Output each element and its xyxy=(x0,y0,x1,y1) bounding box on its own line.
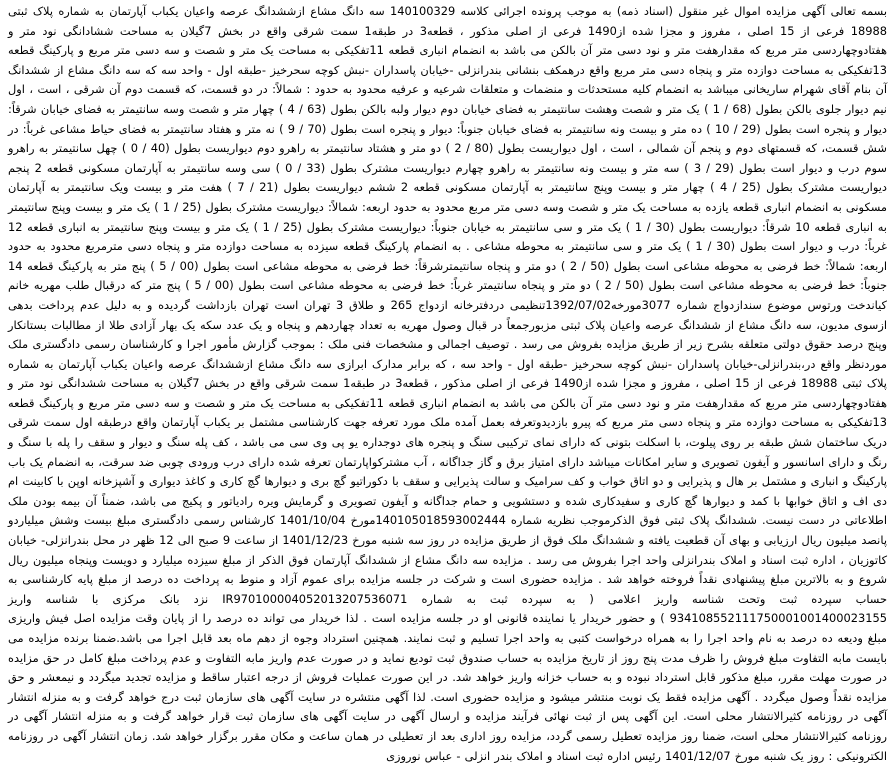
auction-notice-body: بسمه تعالی آگهی مزایده اموال غیر منقول (اسناد ذمه) به موجب پرونده اجرائی کلاسه 140100329 سه دانگ مشاع ازششدانگ عرصه واعیان یکباب آپارتمان به شماره پلاک ثبتی 18988 فرعی از 15 اصلی ، مفروز و مجزا شده از1490 فرعی از اصلی مذکور ، قطعه3 در طبقه1 سمت شرقی واقع در بخش 7گیلان به مساحت ششادانگی نود متر و هفتادوچهاردسی متر مربع که مقدارهفت متر و نود دسی متر آن بالکن می باشد به انضمام انباری قطعه 11تفکیکی به مساحت یک متر و شصت و سه دسی متر مربع و پارکینگ قطعه 13تفکیکی به مساحت دوازده متر و پنجاه دسی متر مربع واقع درهمکف بنشانی بندرانزلی -خیابان پاسداران -نبش کوچه سحرخیز -طبقه اول - واحد سه که سه دانگ مشاع از ششدانگ آن بنام آقای شهرام ساریخانی میباشد به انضمام کلیه مستحدثات و منضمات و متعلقات شرعیه و عرفیه محدود به حدود : شمالاً: در دو قسمت، که قسمت دوم آن شرقی ، است ، اول نیم دیوار جلوی بالکن بطول (68 / 1 ) یک متر و شصت وهشت سانتیمتر به فضای خیابان دوم دیوار ولبه بالکن بطول (63 / 4 ) چهار متر و شصت وسه سانتیمتر به فضای خیابان شرقاً: دیوار و پنجره است بطول (29 / 10 ) ده متر و بیست ونه سانتیمتر به فضای خیابان جنوباً: دیوار و پنجره است بطول (70 / 9 ) نه متر و هفتاد سانتیمتر به فضای حیاط مشاعی غرباً: در شش قسمت، که قسمتهای دوم و پنجم آن شمالی ، است ، اول دیواریست بطول (80 / 2 ) دو متر و هشتاد سانتیمتر به راهرو دوم دیواریست بطول (40 / 0 ) چهل سانتیمتر به راهرو سوم درب و دیوار است بطول (29 / 3 ) سه متر و بیست ونه سانتیمتر به راهرو چهارم دیواریست مشترک بطول (33 / 0 ) سی وسه سانتیمتر به آپارتمان مسکونی قطعه 2 پنجم دیواریست مشترک بطول (25 / 4 ) چهار متر و بیست وپنج سانتیمتر به آپارتمان مسکونی قطعه 2 ششم دیواریست بطول (21 / 7 ) هفت متر و بیست ویک سانتیمتر به آپارتمان مسکونی به انضمام انباری قطعه یازده به مساحت یک متر و شصت وسه دسی متر مربع محدود به حدود اربعه: شمالاً: دیواریست مشترک بطول (25 / 1 ) یک متر و بیست وپنج سانتیمتر به انباری قطعه 10 شرقاً: دیواریست بطول (30 / 1 ) یک متر و سی سانتیمتر به خیابان جنوباً: دیواریست مشترک بطول (25 / 1 ) یک متر و بیست وپنج سانتیمتر به انباری قطعه 12 غرباً: درب و دیوار است بطول (30 / 1 ) یک متر و سی سانتیمتر به محوطه مشاعی . به انضمام پارکینگ قطعه سیزده به مساحت دوازده متر و پنجاه دسی مترمربع محدود به حدود اربعه: شمالاً: خط فرضی به محوطه مشاعی است بطول (50 / 2 ) دو متر و پنجاه سانتیمترشرقاً: خط فرضی به محوطه مشاعی است بطول (00 / 5 ) پنج متر به پارکینگ قطعه 14 جنوباً: خط فرضی به محوطه مشاعی است بطول (50 / 2 ) دو متر و پنجاه سانتیمتر غرباً: خط فرضی به محوطه مشاعی است بطول (00 / 5 ) پنج متر که درقبال طلب مهریه خانم کیاندخت ورتوس موضوع سندازدواج شماره 3077مورخه1392/07/02تنظیمی دردفترخانه ازدواج 265 و طلاق 3 تهران است تهران بازداشت گردیده و به دلیل عدم پرداخت بدهی ازسوی مدیون، سه دانگ مشاع از ششدانگ عرصه واعیان پلاک ثبتی مزبورجمعاً در قبال وصول مهریه به تعداد چهاردهم و پنجاه و یک عدد سکه یک بهار آزادی طلا از مطالبات بستانکار وپنج درصد حقوق دولتی متعلقه بشرح زیر از طریق مزایده بفروش می رسد . توصیف اجمالی و مشخصات فنی ملک : بموجب گزارش مأمور اجرا و کارشناسان رسمی دادگستری ملک موردنظر واقع در،بندرانزلی-خیابان پاسداران -نبش کوچه سحرخیز -طبقه اول - واحد سه ، که برابر مدارک ابرازی سه دانگ مشاع ازششدانگ عرصه واعیان یکباب آپارتمان به شماره پلاک ثبتی 18988 فرعی از 15 اصلی ، مفروز و مجزا شده از1490 فرعی از اصلی مذکور ، قطعه3 در طبقه1 سمت شرقی واقع در بخش 7گیلان به مساحت ششدانگی نود متر و هفتادوچهاردسی متر مربع که مقدارهفت متر و نود دسی متر آن بالکن می باشد به انضمام انباری قطعه 11تفکیکی به مساحت یک متر و شصت و سه دسی متر مربع و پارکینگ قطعه 13تفکیکی به مساحت دوازده متر و پنجاه دسی متر مربع که پیرو بازدیدوتعرفه بعمل آمده ملک مورد تعرفه جهت کارشناسی مشتمل بر یکباب آپارتمان واقع درطبقه اول سمت شرقی دریک ساختمان شش طبقه بر روی پیلوت، با اسکلت بتونی که دارای نمای ترکیبی سنگ و پنجره های دوجداره یو پی وی سی می باشد ، کف پله سنگ و دیوار و سقف را پله با سنگ و رنگ و دارای اسانسور و آیفون تصویری و سایر امکانات میباشد دارای امتیاز برق و گاز جداگانه ، آب مشترکواپارتمان تعرفه شده دارای درب ورودی چوبی ضد سرقت، به انضمام یک باب پارکینگ و انباری و مشتمل بر هال و پذیرایی و دو اتاق خواب و کف سرامیک و سالت پذیرایی و سقف با دکوراتیو گچ بری و دیوارها گچ کاری و کاغذ دیواری و آشپزخانه اوپن با کابینت ام دی اف و اتاق خوابها با کمد و دیوارها گچ کاری و سفیدکاری شده و دستشویی و حمام جداگانه و آیفون تصویری و گرمایش ویره رادیاتور و پکیج می باشد، ضمناً آن بیمه بودن ملک اطلاعاتی در دست نیست. ششدانگ پلاک ثبتی فوق الذکرموجب نظریه شماره 140105018593002444مورخ 1401/10/04 کارشناس رسمی دادگستری مبلغ بیست وشش میلیاردو پانصد میلیون ریال ارزیابی و بهای آن قطعیت یافته و ششدانگ ملک فوق از طریق مزایده در روز سه شنبه مورخ 1401/12/23 از ساعت 9 صبح الی 12 ظهر در محل بندرانزلی- خیابان کاتوزیان ، اداره ثبت اسناد و املاک بندرانزلی واحد اجرا بفروش می رسد . مزایده سه دانگ مشاع از ششدانگ آپارتمان فوق الذکر از مبلغ سیزده میلیارد و دویست وپنجاه میلیون ریال شروع و به بالاترین مبلغ پیشنهادی نقداً فروخته خواهد شد . مزایده حضوری است و شرکت در جلسه مزایده برای عموم آزاد و منوط به پرداخت ده درصد از مبلغ پایه کارشناسی به حساب سپرده ثبت وتحت شناسه واریز اعلامی ( به سپرده ثبت به شماره IR970100004052013207536071 نزد بانک مرکزی با شناسه واریز 934108552111750001001400023155 ) و حضور خریدار یا نماینده قانونی او در جلسه مزایده است . لذا خریدار می تواند ده درصد را از پایان وقت مزایده اصل فیش واریزی مبلغ ودیعه ده درصد به نام واحد اجرا را به همراه درخواست کتبی به واحد اجرا تسلیم و ثبت نمایند. همچنین استرداد وجوه از دهم ماه بعد قابل اجرا می باشد.ضمنا برنده مزایده می بایست مابه التفاوت مبلغ فروش را ظرف مدت پنج روز از تاریخ مزایده به حساب صندوق ثبت تودیع نماید و در صورت عدم واریز مابه التفاوت و عدم پرداخت مبلغ کامل در حق مزایده در صورت مهلت مقرر، مبلغ مذکور قابل استرداد نبوده و به حساب خزانه واریز خواهد شد. در این صورت عملیات فروش از درجه اعتبار ساقط و مزایده تجدید میگردد و نیمعشر و حق مزایده نقداً وصول میگردد . آگهی مزایده فقط یک نوبت منتشر میشود و مزایده حضوری است. لذا آگهی منتشره در سایت آگهی های سازمان ثبت درج خواهد گرفت و به منزله انتشار آگهی در روزنامه کثیرالانتشار محلی است. این آگهی پس از ثبت نهائی فرآیند مزایده و ارسال آگهی در سایت آگهی های سازمان ثبت قرار خواهد گرفت و به منزله انتشار آگهی در روزنامه کثیرالانتشار محلی است، ضمنا روز مزایده تعطیل رسمی گردد، مزایده روز اداری بعد از تعطیلی در همان ساعت و مکان مقرر برگزار خواهد شد. زمان انتشار آگهی در روزنامه الکترونیکی : روز یک شنبه مورخ 1401/12/07 رئیس اداره ثبت اسناد و املاک بندر انزلی - عباس نوروزی xyxy=(8,4,888,763)
